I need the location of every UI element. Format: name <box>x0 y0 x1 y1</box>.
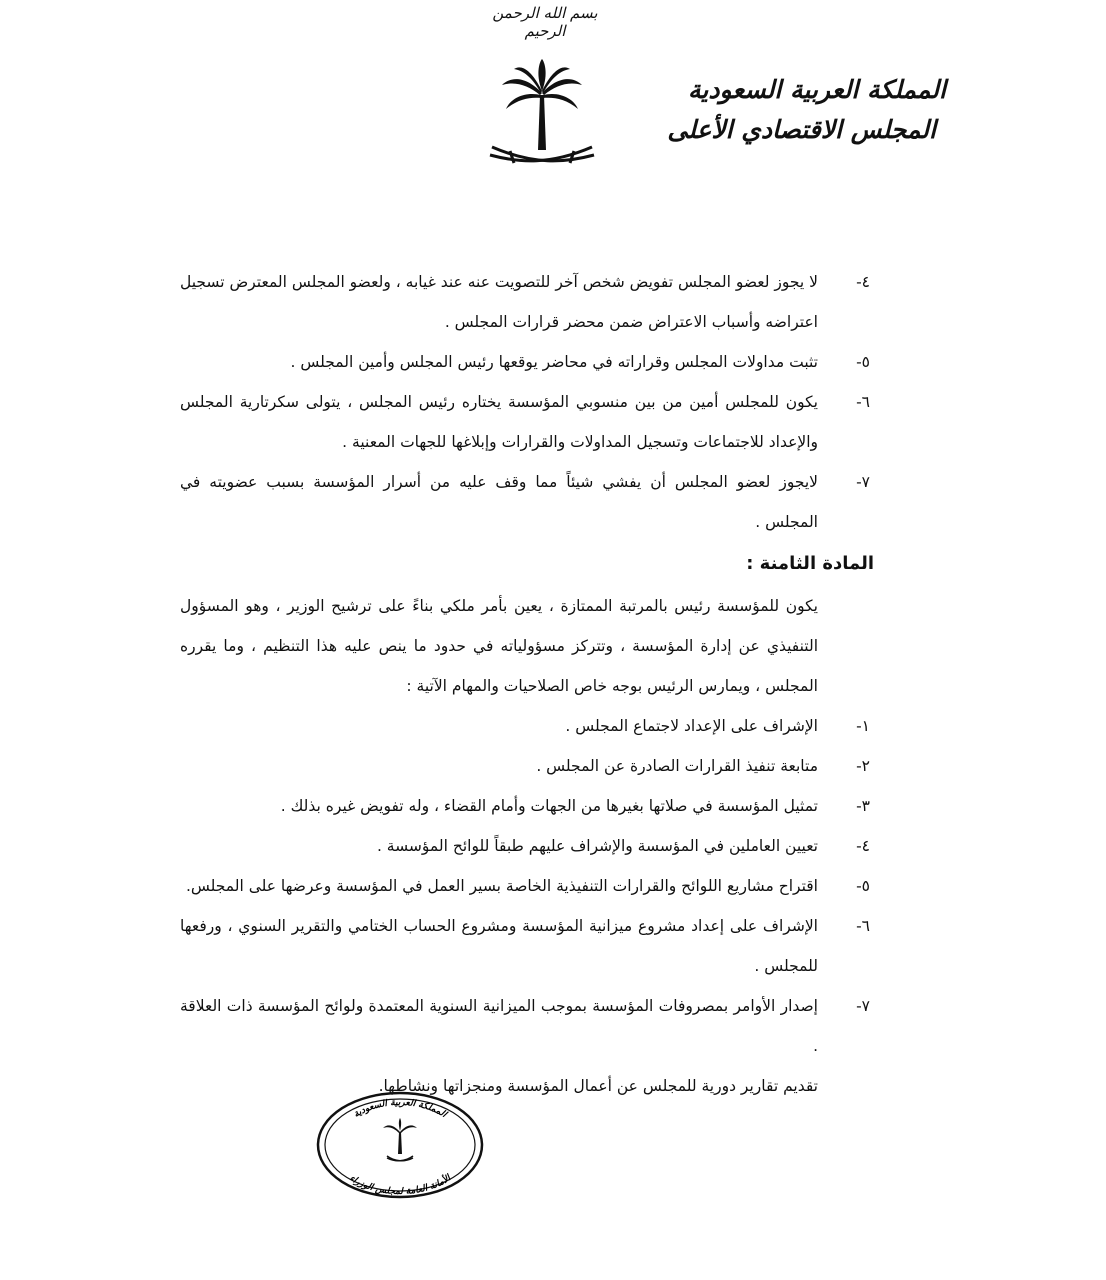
item-number: ٤- <box>856 837 870 855</box>
item-number: ٥- <box>856 877 870 895</box>
item-text: تعيين العاملين في المؤسسة والإشراف عليهم طبقاً للوائح المؤسسة . <box>376 837 818 855</box>
item-text: لايجوز لعضو المجلس أن يفشي شيئاً مما وقف عليه من أسرار المؤسسة بسبب عضويته في المجلس . <box>180 473 818 531</box>
list-item <box>180 746 880 786</box>
item-text: متابعة تنفيذ القرارات الصادرة عن المجلس . <box>536 757 818 775</box>
article-intro: يكون للمؤسسة رئيس بالمرتبة الممتازة ، يعين بأمر ملكي بناءً على ترشيح الوزير ، وهو المسؤول التنفيذي عن إدارة المؤسسة ، وتتركز مسؤولياته في حدود ما ينص عليه هذا التنظيم ، وما يقرره المجلس ، ويمارس الرئيس بوجه خاص الصلاحيات والمهام الآتية : <box>180 597 818 695</box>
article-heading: المادة الثامنة : <box>746 553 874 574</box>
item-text: إصدار الأوامر بمصروفات المؤسسة بموجب الميزانية السنوية المعتمدة ولوائح المؤسسة ذات العلاقة . <box>180 997 818 1055</box>
item-text: الإشراف على الإعداد لاجتماع المجلس . <box>565 717 818 735</box>
item-text: تمثيل المؤسسة في صلاتها بغيرها من الجهات وأمام القضاء ، وله تفويض غيره بذلك . <box>280 797 818 815</box>
list-item <box>180 342 880 382</box>
item-number: ٦- <box>856 917 870 935</box>
list-item <box>180 786 880 826</box>
palm-swords-emblem-icon <box>480 55 605 180</box>
item-text: الإشراف على إعداد مشروع ميزانية المؤسسة ومشروع الحساب الختامي والتقرير السنوي ، ورفعها للمجلس . <box>180 917 818 975</box>
item-number: ٦- <box>856 393 870 411</box>
item-number: ١- <box>856 717 870 735</box>
letterhead <box>667 70 946 150</box>
list-item <box>180 986 880 1066</box>
item-text: يكون للمجلس أمين من بين منسوبي المؤسسة يختاره رئيس المجلس ، يتولى سكرتارية المجلس والإعداد للاجتماعات وتسجيل المداولات والقرارات وإبلاغها للجهات المعنية . <box>180 393 818 451</box>
closing-line: تقديم تقارير دورية للمجلس عن أعمال المؤسسة ومنجزاتها ونشاطها. <box>378 1077 818 1095</box>
basmala: بسم الله الرحمن الرحيم <box>492 4 598 40</box>
seal-bottom-text: الأمانة العامة لمجلس الوزراء <box>347 1173 453 1198</box>
item-text: لا يجوز لعضو المجلس تفويض شخص آخر للتصويت عنه عند غيابه ، ولعضو المجلس المعترض تسجيل اعتراضه وأسباب الاعتراض ضمن محضر قرارات المجلس . <box>180 273 818 331</box>
official-seal-stamp <box>315 1090 485 1200</box>
list-item <box>180 906 880 986</box>
item-number: ٢- <box>856 757 870 775</box>
list-item <box>180 706 880 746</box>
item-number: ٤- <box>856 273 870 291</box>
list-item <box>180 826 880 866</box>
item-number: ٣- <box>856 797 870 815</box>
council-name: المجلس الاقتصادي الأعلى <box>667 115 936 144</box>
seal-emblem-icon <box>383 1118 417 1161</box>
list-item <box>180 462 880 542</box>
item-text: اقتراح مشاريع اللوائح والقرارات التنفيذية الخاصة بسير العمل في المؤسسة وعرضها على المجلس. <box>185 877 818 895</box>
item-text: تثبت مداولات المجلس وقراراته في محاضر يوقعها رئيس المجلس وأمين المجلس . <box>290 353 818 371</box>
item-number: ٧- <box>856 473 870 491</box>
item-number: ٥- <box>856 353 870 371</box>
list-item <box>180 262 880 342</box>
seal-top-text: المملكة العربية السعودية <box>352 1097 449 1120</box>
list-item <box>180 866 880 906</box>
document-body <box>180 262 880 1106</box>
list-item <box>180 382 880 462</box>
country-name: المملكة العربية السعودية <box>687 75 946 104</box>
item-number: ٧- <box>856 997 870 1015</box>
